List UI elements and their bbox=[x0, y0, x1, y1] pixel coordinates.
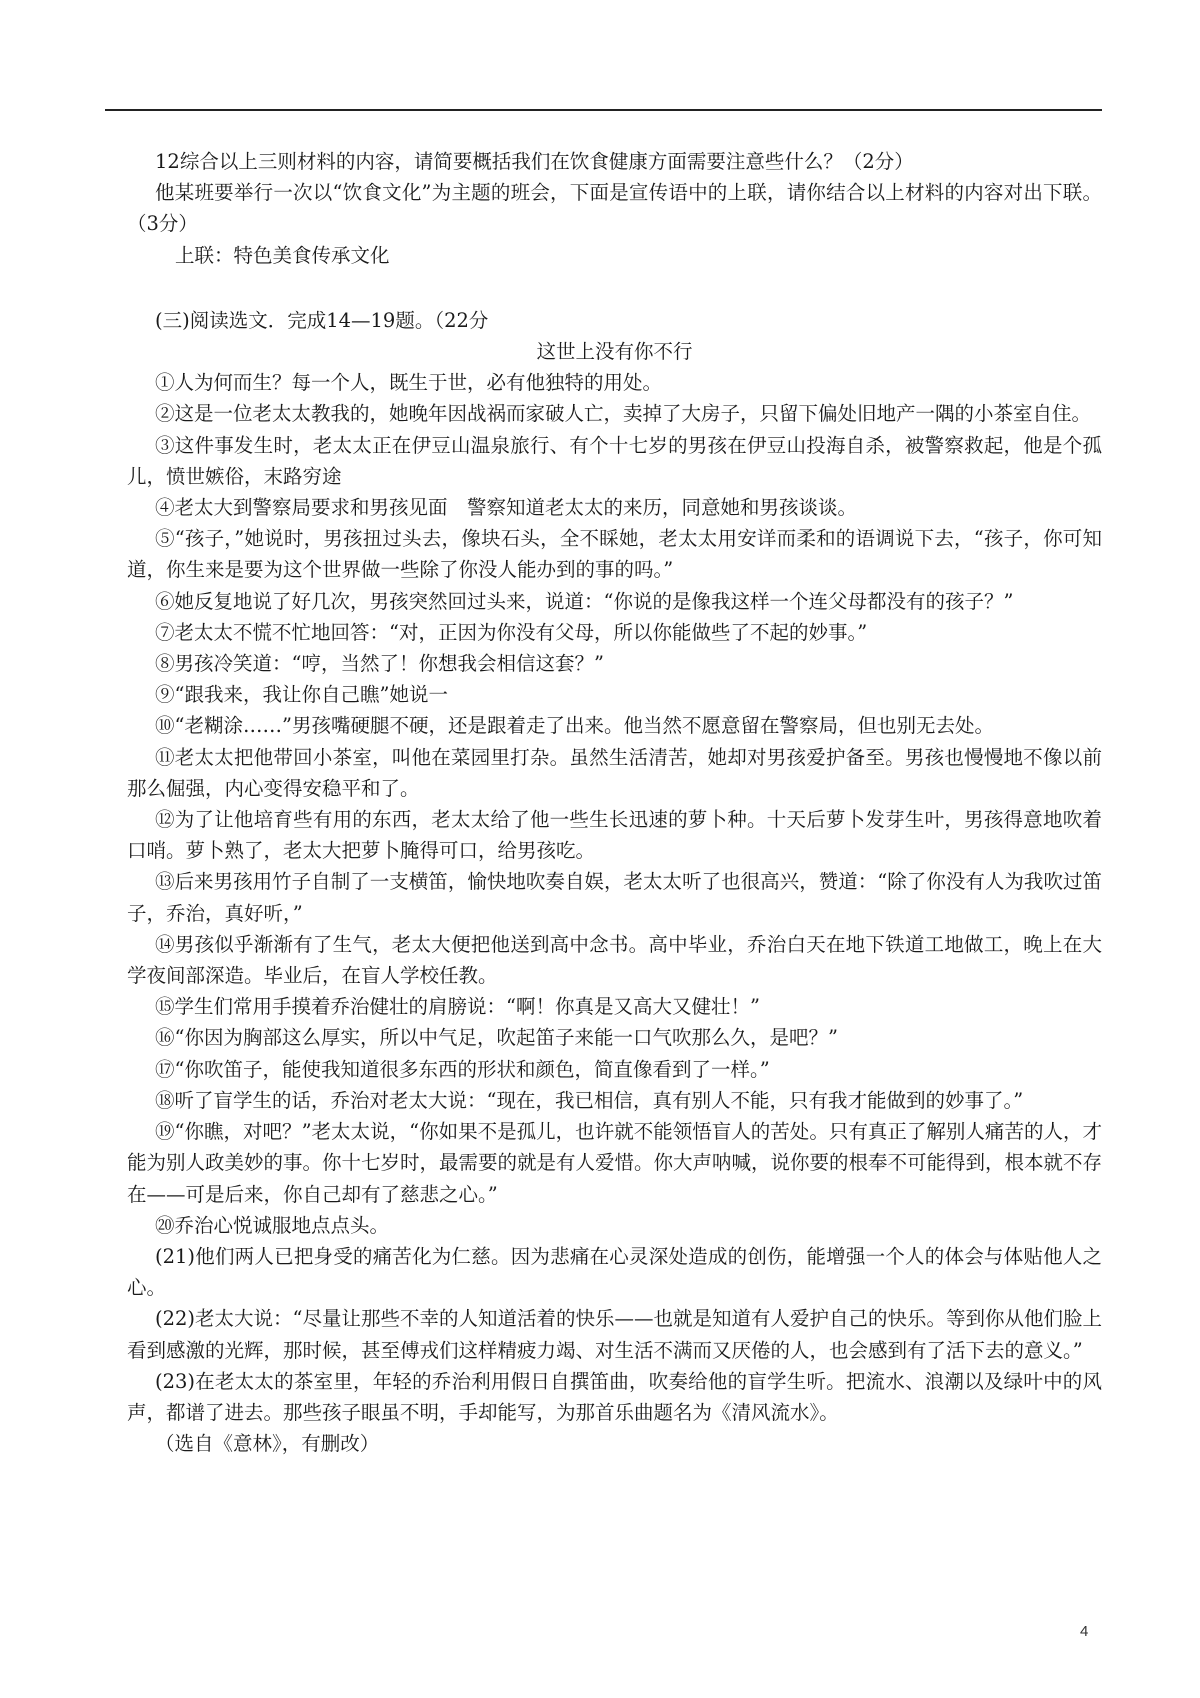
page-body bbox=[127, 146, 1102, 1459]
paragraph-10: ⑩“老糊涂……”男孩嘴硬腿不硬，还是跟着走了出来。他当然不愿意留在警察局，但也别无去处。 bbox=[155, 714, 994, 738]
paragraph-16: ⑯“你因为胸部这么厚实，所以中气足，吹起笛子来能一口气吹那么久，是吧？” bbox=[155, 1026, 838, 1050]
couplet-first-line: 上联：特色美食传承文化 bbox=[175, 243, 390, 267]
paragraph-20: ⑳乔治心悦诚服地点点头。 bbox=[155, 1213, 390, 1237]
paragraph-18: ⑱听了盲学生的话，乔治对老太大说：“现在，我已相信，真有别人不能，只有我才能做到的妙事了。” bbox=[155, 1088, 1024, 1112]
paragraph-19: ⑲“你瞧，对吧？”老太太说，“你如果不是孤儿，也许就不能领悟盲人的苦处。只有真正了解别人痛苦的人，才能为别人政美妙的事。你十七岁时，最需要的就是有人爱惜。你大声呐喊，说你要的根奉不可能得到，根本就不存在——可是后来，你自己却有了慈悲之心。” bbox=[127, 1120, 1103, 1206]
paragraph-1: ①人为何而生？每一个人，既生于世，必有他独特的用处。 bbox=[155, 371, 663, 395]
paragraph-11: ⑪老太太把他带回小茶室，叫他在菜园里打杂。虽然生活清苦，她却对男孩爱护备至。男孩也慢慢地不像以前那么倔强，内心变得安稳平和了。 bbox=[127, 745, 1102, 800]
source-note: （选自《意林》，有删改） bbox=[155, 1432, 380, 1456]
article-title: 这世上没有你不行 bbox=[536, 340, 693, 364]
paragraph-14: ⑭男孩似乎渐渐有了生气，老太大便把他送到高中念书。高中毕业，乔治白天在地下铁道工地做工，晚上在大学夜间部深造。毕业后，在盲人学校任教。 bbox=[127, 932, 1102, 988]
section-heading: (三)阅读选文．完成14—19题。（22分 bbox=[155, 308, 489, 332]
paragraph-2: ②这是一位老太太教我的，她晚年因战祸而家破人亡，卖掉了大房子，只留下偏处旧地产一隅的小茶室自住。 bbox=[155, 402, 1092, 426]
paragraph-15: ⑮学生们常用手摸着乔治健壮的肩膀说：“啊！你真是又高大又健壮！” bbox=[155, 995, 760, 1019]
paragraph-8: ⑧男孩冷笑道：“哼，当然了！你想我会相信这套？” bbox=[155, 652, 604, 676]
paragraph-23: (23)在老太太的茶室里，年轻的乔治利用假日自撰笛曲，吹奏给他的盲学生听。把流水、浪潮以及绿叶中的风声，都谱了进去。那些孩子眼虽不明，手却能写，为那首乐曲题名为《清风流水》。 bbox=[127, 1369, 1102, 1424]
paragraph-22: (22)老太大说：“尽量让那些不幸的人知道活着的快乐——也就是知道有人爱护自己的快乐。等到你从他们脸上看到感激的光辉，那时候，甚至傅戎们这样精疲力竭、对生活不满而又厌倦的人，也会感到有了活下去的意义。” bbox=[127, 1307, 1102, 1362]
paragraph-13: ⑬后来男孩用竹子自制了一支横笛，愉快地吹奏自娱，老太太听了也很高兴，赞道：“除了你没有人为我吹过笛子，乔治，真好听，” bbox=[127, 870, 1102, 925]
spacer bbox=[127, 271, 1102, 305]
paragraph-7: ⑦老太太不慌不忙地回答：“对，正因为你没有父母，所以你能做些了不起的妙事。” bbox=[155, 620, 868, 644]
question-13: 他某班要举行一次以“饮食文化”为主题的班会，下面是宣传语中的上联，请你结合以上材料的内容对出下联。（3分） bbox=[127, 181, 1102, 236]
question-12: 12综合以上三则材料的内容，请简要概括我们在饮食健康方面需要注意些什么？（2分） bbox=[155, 150, 914, 173]
header-rule bbox=[105, 109, 1102, 111]
paragraph-6: ⑥她反复地说了好几次，男孩突然回过头来，说道：“你说的是像我这样一个连父母都没有的孩子？” bbox=[155, 589, 1014, 613]
paragraph-12: ⑫为了让他培育些有用的东西，老太太给了他一些生长迅速的萝卜种。十天后萝卜发芽生叶，男孩得意地吹着口哨。萝卜熟了，老太大把萝卜腌得可口，给男孩吃。 bbox=[127, 808, 1102, 863]
paragraph-17: ⑰“你吹笛子，能使我知道很多东西的形状和颜色，简直像看到了一样。” bbox=[155, 1057, 770, 1081]
paragraph-21: (21)他们两人已把身受的痛苦化为仁慈。因为悲痛在心灵深处造成的创伤，能增强一个人的体会与体贴他人之心。 bbox=[127, 1244, 1102, 1300]
paragraph-4: ④老太大到警察局要求和男孩见面 警察知道老太太的来历，同意她和男孩谈谈。 bbox=[155, 496, 858, 520]
page-number: 4 bbox=[1080, 1623, 1089, 1640]
paragraph-9: ⑨“跟我来，我让你自己瞧”她说一 bbox=[155, 683, 448, 707]
paragraph-5: ⑤“孩子，”她说时，男孩扭过头去，像块石头，全不睬她，老太太用安详而柔和的语调说下去，“孩子，你可知道，你生来是要为这个世界做一些除了你没人能办到的事的吗。” bbox=[127, 527, 1102, 582]
paragraph-3: ③这件事发生时，老太太正在伊豆山温泉旅行、有个十七岁的男孩在伊豆山投海自杀，被警察救起，他是个孤儿，愤世嫉俗，末路穷途 bbox=[127, 433, 1102, 488]
